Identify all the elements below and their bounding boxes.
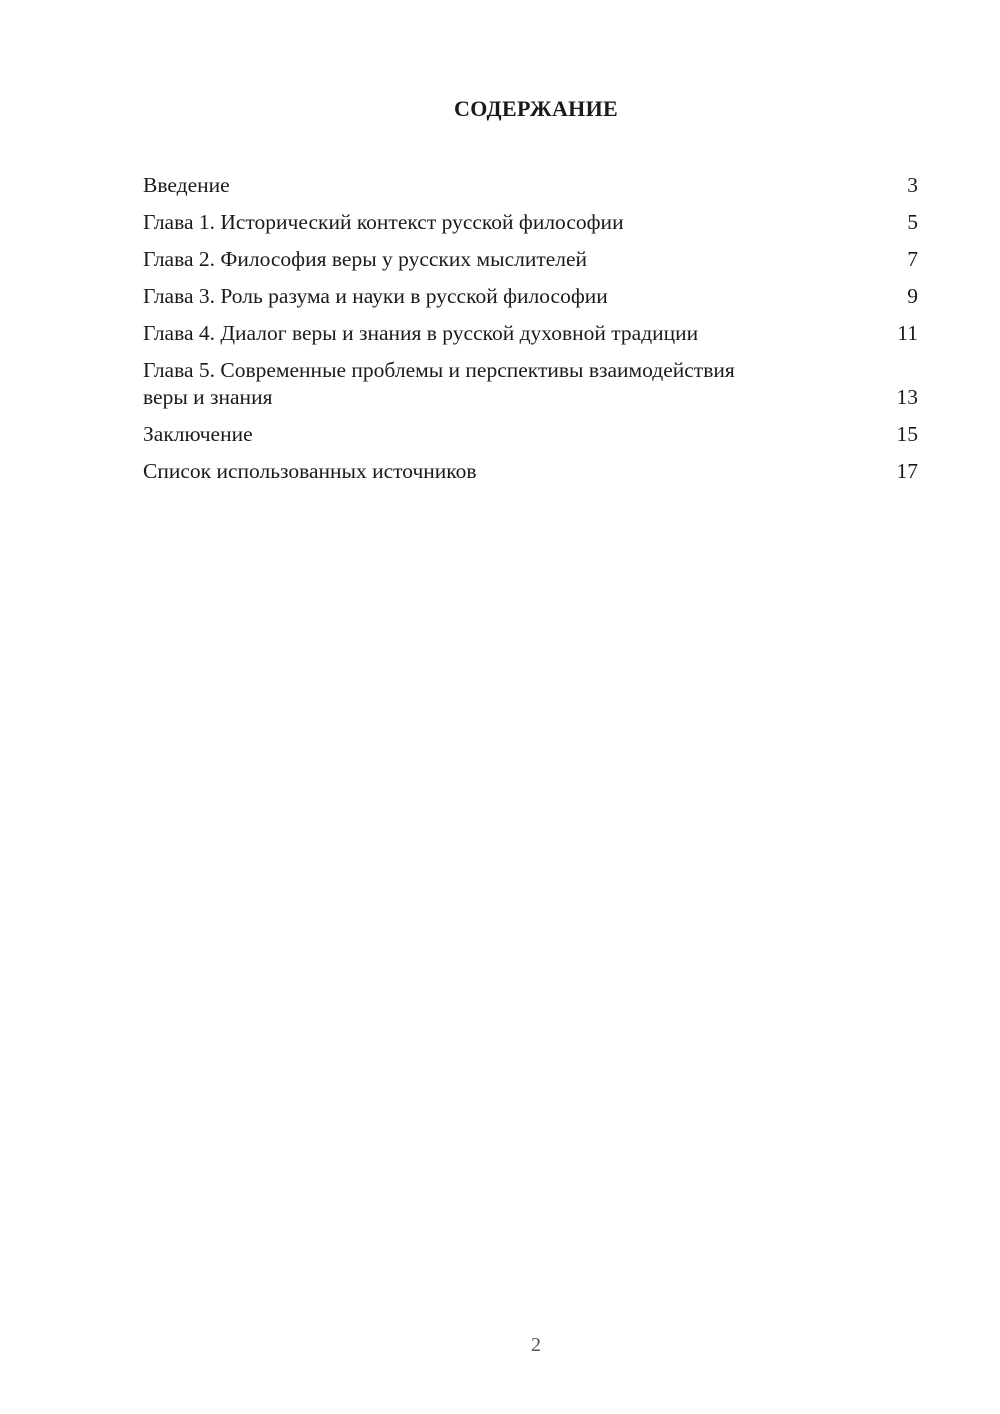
- toc-entry-chapter-3: [143, 283, 918, 310]
- toc-entry-label: Введение: [143, 173, 230, 197]
- toc-entry-chapter-1: [143, 209, 918, 236]
- toc-entry-page: 17: [896, 459, 918, 483]
- toc-entry-conclusion: [143, 421, 918, 448]
- toc-entry-page: 15: [896, 422, 918, 446]
- toc-entry-page: 3: [907, 173, 918, 197]
- toc-entry-label: Глава 4. Диалог веры и знания в русской духовной традиции: [143, 321, 699, 345]
- toc-entry-chapter-4: [143, 320, 918, 347]
- toc-entry-page: 13: [896, 385, 918, 409]
- toc-entry-page: 9: [907, 284, 918, 308]
- toc-entry-chapter-2: [143, 246, 918, 273]
- toc-entry-label: Заключение: [143, 422, 253, 446]
- toc-entry-label: Глава 5. Современные проблемы и перспективы взаимодействия веры и знания: [143, 358, 735, 409]
- toc-entry-page: 11: [897, 321, 918, 345]
- page-number: 2: [531, 1334, 541, 1356]
- toc-entry-page: 7: [907, 247, 918, 271]
- toc-list: [143, 172, 918, 495]
- toc-title: СОДЕРЖАНИЕ: [454, 96, 618, 121]
- toc-entry-page: 5: [907, 210, 918, 234]
- toc-entry-label: Глава 3. Роль разума и науки в русской философии: [143, 284, 608, 308]
- toc-entry-label: Глава 1. Исторический контекст русской философии: [143, 210, 624, 234]
- toc-entry-introduction: [143, 172, 918, 199]
- toc-entry-label: Глава 2. Философия веры у русских мыслителей: [143, 247, 588, 271]
- toc-entry-chapter-5: [143, 357, 918, 411]
- toc-entry-references: [143, 458, 918, 485]
- toc-entry-label: Список использованных источников: [143, 459, 477, 483]
